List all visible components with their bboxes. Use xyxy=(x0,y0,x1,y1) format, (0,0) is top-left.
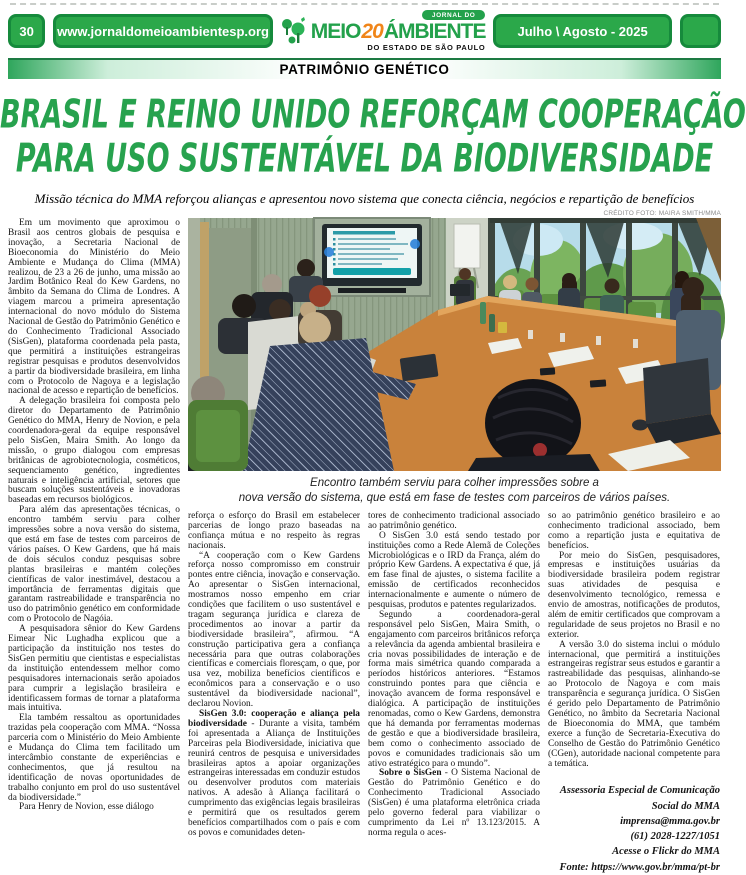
contact-line: Acesse o Flickr do MMA xyxy=(612,846,720,858)
deck-subtitle: Missão técnica do MMA reforçou alianças e apresentou novo sistema que conecta ciência, negócios e repartição de benefícios xyxy=(34,191,695,206)
paragraph-text: - Durante a visita, também foi apresentada a Aliança de Instituições Parceiras pela Biodiversidade, iniciativa que reunirá centros de pesquisa e universidades brasileiras aptos a apoiar organizações estrangeiras interessadas em conduzir estudos ou desenvolver produtos com materiais nativos. A adesão à Aliança facilitará o cumprimento das exigências legais brasileiras e permitirá que os resultados gerem benefícios compartilhados com o país e com os povos e comunidades deten- xyxy=(188,718,360,838)
corner-badge xyxy=(680,14,721,48)
photo-and-columns xyxy=(188,210,721,873)
paragraph: Por meio do SisGen, pesquisadores, empresas e instituições usuárias da biodiversidade brasileira podem registrar suas atividades de pesquisa e desenvolvimento tecnológico, remessa e envio de amostras, notificações de produtos, além de emitir certificados que comprovam a regularidade de seus projetos no Brasil e no exterior. xyxy=(548,550,720,640)
contact-block xyxy=(548,783,720,874)
paragraph xyxy=(188,710,360,839)
photo-screen xyxy=(314,218,430,296)
photo-caption-line-2: nova versão do sistema, que está em fase de testes com parceiros de vários países. xyxy=(238,491,671,504)
top-divider xyxy=(10,3,719,5)
paragraph-lead: Sobre o SisGen xyxy=(379,768,442,779)
website-pill: www.jornaldomeioambientesp.org xyxy=(53,14,272,48)
lower-columns xyxy=(188,512,721,875)
logo-word-ambiente: ÁMBIENTE xyxy=(383,20,486,43)
paragraph: so ao patrimônio genético brasileiro e ao conhecimento tradicional associado, bem como a repartição justa e equitativa de benefícios. xyxy=(548,510,720,551)
logo-word-meio: MEIO xyxy=(310,20,361,43)
paragraph-lead: SisGen 3.0: cooperação e aliança pela biodiversidade xyxy=(188,709,360,729)
paragraph: Em um movimento que aproximou o Brasil aos centros globais de pesquisa e inovação, a Secretaria Nacional de Bioeconomia do Ministério do Meio Ambiente e Mudança do Clima (MMA) realizou, de 23 a 26 de junho, uma missão ao Jardim Botânico Real do Kew Gardens, no âmbito da Semana do Clima de Londres. A viagem marcou a primeira apresentação internacional do novo módulo do Sistema Nacional de Gestão do Patrimônio Genético e do Conhecimento Tradicional Associado (SisGen), plataforma coordenada pela pasta, que permitirá a instituições estrangeiras registrar pesquisas e produtos desenvolvidos a partir da biodiversidade brasileira, em linha com o Protocolo de Nagoya e a legislação nacional de acesso e repartição de benefícios. xyxy=(8,218,180,397)
issue-date-pill: Julho \ Agosto - 2025 xyxy=(493,14,671,48)
newspaper-page xyxy=(0,3,746,873)
paragraph: A versão 3.0 do sistema inclui o módulo internacional, que permitirá a instituições estrangeiras registrar seus estudos e garantir a rastreabilidade das pesquisas, alinhando-se ao Protocolo de Nagoya e com mais transparência e segurança jurídica. O SisGen é gerido pelo Departamento de Patrimônio Genético, no âmbito da Secretaria Nacional de Bioeconomia do MMA, que também exerce a função de Secretaria-Executiva do Conselho de Gestão do Patrimônio Genético (CGen), autoridade nacional competente para a temática. xyxy=(548,639,720,769)
photo-caption xyxy=(188,476,721,506)
article-column-3 xyxy=(368,512,540,875)
paragraph-text: - O Sistema Nacional de Gestão do Patrimônio Genético e do Conhecimento Tradicional Associado (SisGen) é uma plataforma eletrônica criada pelo governo federal para viabilizar o cumprimento da Lei nº 13.123/2015. A norma regula o aces- xyxy=(368,768,540,838)
paragraph: Segundo a coordenadora-geral responsável pelo SisGen, Maira Smith, o engajamento com parceiros britânicos reforça a relevância da agenda ambiental brasileira e cria novas possibilidades de interação e de forma mais simétrica quando comparada a períodos históricos anteriores. “Estamos construindo pontes para que ciência e inovação avancem de forma responsável e dialógica. A participação de instituições renomadas, como o Kew Gardens, demonstra que há demanda por ferramentas modernas de gestão e que a biodiversidade brasileira, bem como o conhecimento associado de povos e comunidades tradicionais são um ativo estratégico para o mundo”. xyxy=(368,609,540,769)
trees-icon xyxy=(281,16,307,46)
header-bar xyxy=(0,10,729,52)
paragraph: “A cooperação com o Kew Gardens reforça nosso compromisso em construir pontes entre ciência, inovação e conservação. Ao apresentar o SisGen internacional, mostramos nosso empenho em criar condições que facilitem o uso sustentável e tragam segurança jurídica e clareza de procedimentos ao inovar a partir da biodiversidade brasileira”, afirmou. “A construção participativa gera a confiança necessária para que outras colaborações científicas e comerciais floresçam, o que, por usa vez, mobiliza benefícios científicos e econômicos para a conservação e o uso sustentável da biodiversidade nacional”, declarou Novion. xyxy=(188,550,360,710)
photo-credit: CRÉDITO FOTO: MAIRA SMITH/MMA xyxy=(603,210,721,217)
contact-phone: (61) 2028-1227/1051 xyxy=(630,831,720,843)
jornal-do-pill: JORNAL DO xyxy=(422,10,486,20)
paragraph: A pesquisadora sênior do Kew Gardens Eimear Nic Lughadha explicou que a participação da instituição nos testes do SisGen permitiu que cientistas e especialistas da instituição entendessem melhor como pesquisadores internacionais serão apoiados para cumprir a legislação brasileira e identificassem formas de tornar a plataforma mais intuitiva. xyxy=(8,624,180,714)
contact-line: Social do MMA xyxy=(651,800,720,812)
paragraph: A delegação brasileira foi composta pelo diretor do Departamento de Patrimônio Genético do MMA, Henry de Novion, e pela coordenadora-geral da equipe responsável pelo SisGen, Maira Smith. Ao longo da missão, o grupo dialogou com empresas britânicas de agrobiotecnologia, cosméticos, sequenciamento genético, ingredientes naturais e inteligência artificial, setores que buscam soluções sustentáveis e inovadoras baseadas em recursos biológicos. xyxy=(8,396,180,506)
logo-wordmark xyxy=(311,21,486,42)
paragraph: reforça o esforço do Brasil em estabelecer parcerias de longo prazo baseadas na confiança mútua e no respeito às regras nacionais. xyxy=(188,510,360,551)
logo-anniversary-number: 20 xyxy=(361,20,383,43)
meeting-photo-illustration xyxy=(188,218,721,471)
paragraph: Ela também ressaltou as oportunidades trazidas pela cooperação com MMA. “Nossa parceria com o Ministério do Meio Ambiente e Mudança do Clima tem facilitado um intercâmbio constante de experiências e conhecimentos, que já resultou na identificação de novas oportunidades de trabalho conjunto em prol do uso sustentável da biodiversidade.” xyxy=(8,713,180,803)
photo-caption-line-1: Encontro também serviu para colher impressões sobre a xyxy=(310,477,599,489)
headline-line-2: PARA USO SUSTENTÁVEL DA BIODIVERSIDADE xyxy=(15,136,714,182)
article-column-2 xyxy=(188,512,360,875)
paragraph: Para Henry de Novion, esse diálogo xyxy=(19,802,154,813)
headline-line-1: BRASIL E REINO UNIDO REFORÇAM COOPERAÇÃO xyxy=(0,92,746,138)
paragraph: Para além das apresentações técnicas, o encontro também serviu para colher impressões sobre a nova versão do sistema, que está em fase de testes com parceiros de vários países. O Kew Gardens, que há mais de dois séculos conduz pesquisas sobre plantas brasileiras e mantém coleções científicas de valor inestimável, destacou a importância de ferramentas digitais que garantam rastreabilidade e transparência no uso do patrimônio genético em conformidade com o Protocolo de Nagóia. xyxy=(8,505,180,625)
logo-text xyxy=(311,10,486,52)
article-body xyxy=(0,210,729,873)
contact-source: Fonte: https://www.gov.br/mma/pt-br xyxy=(559,861,720,873)
contact-line: Assessoria Especial de Comunicação xyxy=(559,785,720,797)
paragraph: O SisGen 3.0 está sendo testado por instituições como a Rede Alemã de Coleções Microbiológicas e o IRD da França, além do próprio Kew Gardens. A expectativa é que, já em fase final de ajustes, o sistema facilite a emissão de certificados reconhecidos internacionalmente e aumente o número de pesquisas, produtos e patentes regularizados. xyxy=(368,530,540,611)
newspaper-logo xyxy=(281,10,486,52)
page-number-badge: 30 xyxy=(8,14,45,48)
contact-email: imprensa@mma.gov.br xyxy=(620,815,720,827)
headline xyxy=(0,92,746,182)
article-column-1 xyxy=(8,210,180,860)
paragraph xyxy=(368,769,540,838)
meeting-photo xyxy=(188,218,721,471)
paragraph: tores de conhecimento tradicional associado ao patrimônio genético. xyxy=(368,510,540,531)
section-banner: PATRIMÔNIO GENÉTICO xyxy=(8,58,721,79)
article-column-4 xyxy=(548,512,720,875)
logo-subtitle: DO ESTADO DE SÃO PAULO xyxy=(367,43,486,52)
